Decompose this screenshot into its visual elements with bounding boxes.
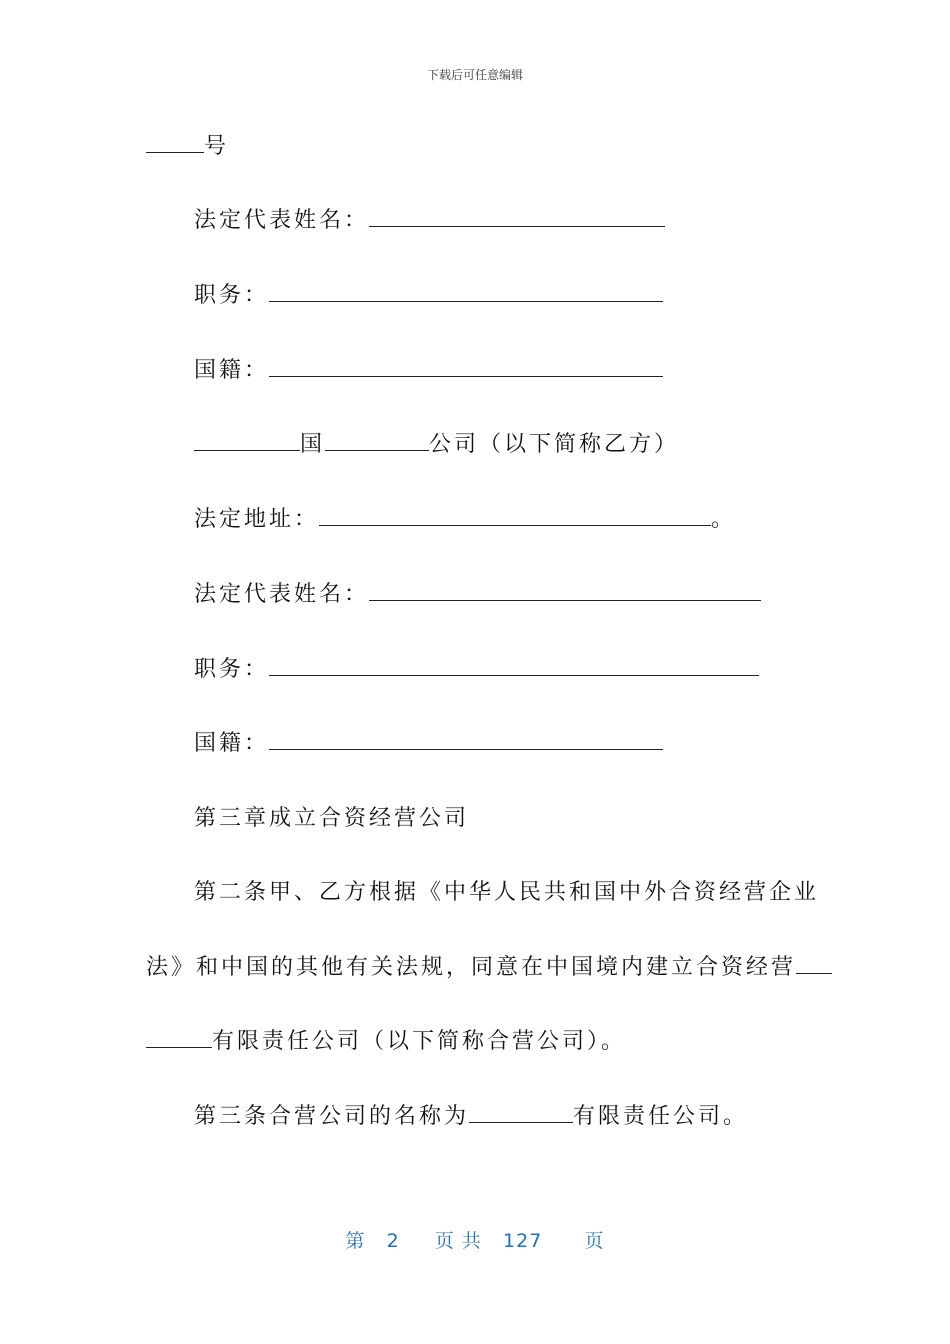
number-suffix: 号 bbox=[204, 134, 230, 159]
blank-field bbox=[369, 206, 665, 227]
article-3-line bbox=[194, 1102, 748, 1132]
blank-field bbox=[469, 1102, 573, 1123]
footer-ye: 页 bbox=[584, 1230, 605, 1252]
article-2-line-2 bbox=[146, 953, 832, 983]
position-line-a bbox=[194, 281, 663, 311]
footer-ye-gong: 页 共 bbox=[434, 1230, 482, 1252]
blank-field bbox=[796, 953, 832, 974]
page-footer bbox=[0, 1226, 950, 1253]
party-b-line bbox=[194, 430, 679, 460]
article-2-text: 法》和中国的其他有关法规，同意在中国境内建立合资经营 bbox=[146, 955, 797, 980]
legal-rep-label: 法定代表姓名： bbox=[194, 582, 370, 607]
country-label: 国 bbox=[300, 432, 326, 457]
period: 。 bbox=[711, 507, 737, 532]
total-page-count: 127 bbox=[503, 1230, 543, 1252]
footer-di: 第 bbox=[345, 1230, 366, 1252]
nationality-line-b bbox=[194, 729, 663, 759]
blank-field bbox=[269, 356, 663, 377]
article-3-text: 第三条合营公司的名称为 bbox=[194, 1104, 470, 1129]
legal-rep-line-a bbox=[194, 206, 665, 236]
blank-field bbox=[146, 1027, 212, 1048]
nationality-line-a bbox=[194, 356, 663, 386]
blank-field bbox=[269, 655, 759, 676]
position-line-b bbox=[194, 655, 759, 685]
chapter-heading: 第三章成立合资经营公司 bbox=[194, 806, 470, 831]
legal-address-label: 法定地址： bbox=[194, 507, 320, 532]
nationality-label: 国籍： bbox=[194, 358, 270, 383]
position-label: 职务： bbox=[194, 283, 270, 308]
page-header-note: 下载后可任意编辑 bbox=[426, 68, 523, 82]
article-3-suffix: 有限责任公司。 bbox=[573, 1104, 749, 1129]
legal-rep-label: 法定代表姓名： bbox=[194, 208, 370, 233]
blank-field bbox=[146, 132, 204, 153]
article-2-line-3 bbox=[146, 1027, 626, 1057]
legal-address-line bbox=[194, 505, 736, 535]
article-2-text: 有限责任公司（以下简称合营公司）。 bbox=[212, 1029, 627, 1054]
blank-field bbox=[319, 505, 711, 526]
position-label: 职务： bbox=[194, 657, 270, 682]
blank-field bbox=[369, 580, 761, 601]
number-line bbox=[146, 132, 229, 162]
blank-field bbox=[325, 430, 429, 451]
blank-field bbox=[269, 729, 663, 750]
blank-field bbox=[194, 430, 300, 451]
blank-field bbox=[269, 281, 663, 302]
legal-rep-line-b bbox=[194, 580, 761, 610]
party-b-label: 公司（以下简称乙方） bbox=[429, 432, 680, 457]
article-2-line-1: 第二条甲、乙方根据《中华人民共和国中外合资经营企业 bbox=[194, 880, 820, 905]
current-page-number: 2 bbox=[386, 1230, 400, 1252]
nationality-label: 国籍： bbox=[194, 731, 270, 756]
